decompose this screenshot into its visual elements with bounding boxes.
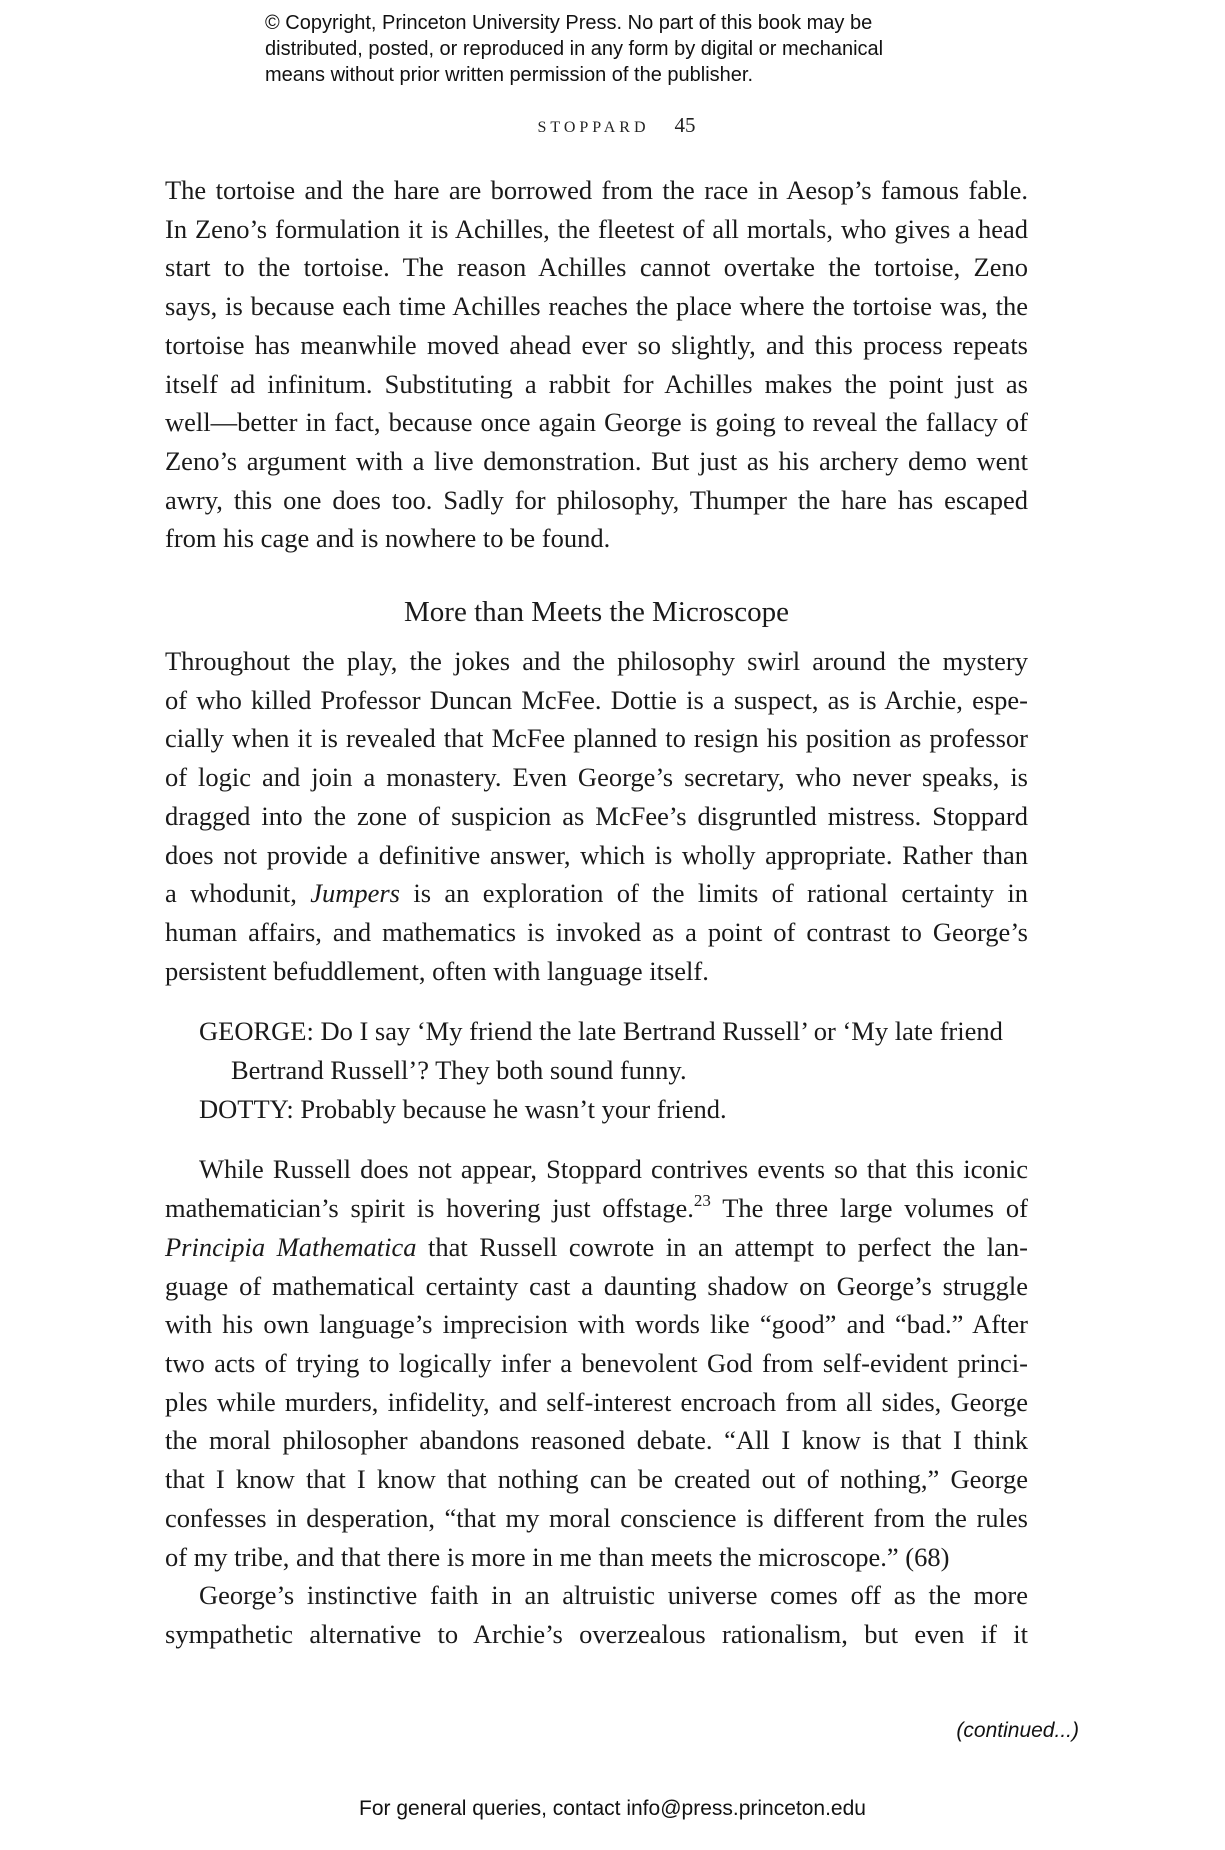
running-head-title: STOPPARD bbox=[537, 119, 650, 136]
text-line: dragged into the zone of suspicion as McFee’s disgruntled mistress. Stoppard bbox=[165, 800, 1028, 831]
text-line: start to the tortoise. The reason Achilles cannot overtake the tortoise, Zeno bbox=[165, 252, 1028, 283]
text-line: from his cage and is nowhere to be found. bbox=[165, 523, 611, 554]
text-line: with his own language’s imprecision with words like “good” and “bad.” After bbox=[165, 1309, 1028, 1340]
text-line: well—better in fact, because once again George is going to reveal the fallacy of bbox=[165, 407, 1028, 438]
text-line bbox=[165, 1228, 1028, 1267]
copyright-notice bbox=[265, 10, 1025, 88]
text-line: sympathetic alternative to Archie’s overzealous rationalism, but even if it bbox=[165, 1618, 1028, 1649]
text-fragment: is an exploration of the limits of rational certainty in bbox=[400, 878, 1028, 909]
text-line: human affairs, and mathematics is invoked as a point of contrast to George’s bbox=[165, 916, 1028, 947]
text-fragment: a whodunit, bbox=[165, 878, 311, 909]
dialogue-block bbox=[199, 1012, 1028, 1128]
text-line: does not provide a definitive answer, which is wholly appropriate. Rather than bbox=[165, 839, 1028, 870]
book-title-principia: Principia Mathematica bbox=[165, 1231, 417, 1262]
copyright-line-3: means without prior written permission of the publisher. bbox=[265, 64, 754, 86]
copyright-line-1: © Copyright, Princeton University Press. No part of this book may be bbox=[265, 12, 873, 34]
text-line: Zeno’s argument with a live demonstration. But just as his archery demo went bbox=[165, 445, 1028, 476]
paragraph-2 bbox=[165, 642, 1028, 990]
continued-label: (continued...) bbox=[956, 1719, 1079, 1742]
text-line: says, is because each time Achilles reaches the place where the tortoise was, the bbox=[165, 291, 1028, 322]
text-line: persistent befuddlement, often with language itself. bbox=[165, 955, 709, 986]
dialogue-george: GEORGE: Do I say ‘My friend the late Bertrand Russell’ or ‘My late friend bbox=[199, 1016, 1003, 1047]
text-line: confesses in desperation, “that my moral conscience is different from the rules bbox=[165, 1502, 1028, 1533]
text-line: guage of mathematical certainty cast a daunting shadow on George’s struggle bbox=[165, 1270, 1028, 1301]
text-line: that I know that I know that nothing can be created out of nothing,” George bbox=[165, 1464, 1028, 1495]
text-line: tortoise has meanwhile moved ahead ever so slightly, and this process repeats bbox=[165, 329, 1028, 360]
paragraph-3 bbox=[165, 1150, 1028, 1576]
text-line: itself ad infinitum. Substituting a rabbit for Achilles makes the point just as bbox=[165, 368, 1028, 399]
text-line: Throughout the play, the jokes and the philosophy swirl around the mystery bbox=[165, 646, 1028, 677]
dialogue-dotty: DOTTY: Probably because he wasn’t your friend. bbox=[199, 1093, 727, 1124]
text-line: of my tribe, and that there is more in me than meets the microscope.” (68) bbox=[165, 1541, 950, 1572]
section-heading: More than Meets the Microscope bbox=[404, 596, 789, 629]
footnote-marker: 23 bbox=[693, 1191, 711, 1211]
text-line: George’s instinctive faith in an altruistic universe comes off as the more bbox=[199, 1580, 1028, 1611]
text-fragment: that Russell cowrote in an attempt to perfect the lan- bbox=[416, 1231, 1028, 1262]
text-line: ples while murders, infidelity, and self-interest encroach from all sides, George bbox=[165, 1386, 1028, 1417]
text-line: In Zeno’s formulation it is Achilles, the fleetest of all mortals, who gives a head bbox=[165, 213, 1028, 244]
running-head bbox=[0, 113, 1225, 138]
text-line: of who killed Professor Duncan McFee. Dottie is a suspect, as is Archie, espe- bbox=[165, 684, 1028, 715]
dialogue-george-continued: Bertrand Russell’? They both sound funny. bbox=[231, 1055, 687, 1086]
text-line bbox=[165, 874, 1028, 913]
footer-contact: For general queries, contact info@press.princeton.edu bbox=[359, 1797, 866, 1820]
text-line: two acts of trying to logically infer a benevolent God from self-evident princi- bbox=[165, 1347, 1028, 1378]
text-line: While Russell does not appear, Stoppard contrives events so that this iconic bbox=[199, 1154, 1028, 1185]
text-line: the moral philosopher abandons reasoned debate. “All I know is that I think bbox=[165, 1425, 1028, 1456]
body-text bbox=[165, 171, 1028, 1654]
copyright-line-2: distributed, posted, or reproduced in any form by digital or mechanical bbox=[265, 38, 884, 60]
paragraph-1 bbox=[165, 171, 1028, 558]
text-line bbox=[165, 1189, 1028, 1228]
text-fragment: mathematician’s spirit is hovering just offstage. bbox=[165, 1193, 694, 1224]
play-title-jumpers: Jumpers bbox=[310, 878, 400, 909]
text-fragment: The three large volumes of bbox=[710, 1193, 1028, 1224]
text-line: The tortoise and the hare are borrowed from the race in Aesop’s famous fable. bbox=[165, 175, 1028, 205]
text-line: cially when it is revealed that McFee planned to resign his position as professor bbox=[165, 723, 1028, 754]
text-line: of logic and join a monastery. Even George’s secretary, who never speaks, is bbox=[165, 762, 1028, 793]
text-line: awry, this one does too. Sadly for philosophy, Thumper the hare has escaped bbox=[165, 484, 1028, 515]
paragraph-4 bbox=[165, 1576, 1028, 1653]
page-number: 45 bbox=[674, 113, 696, 137]
